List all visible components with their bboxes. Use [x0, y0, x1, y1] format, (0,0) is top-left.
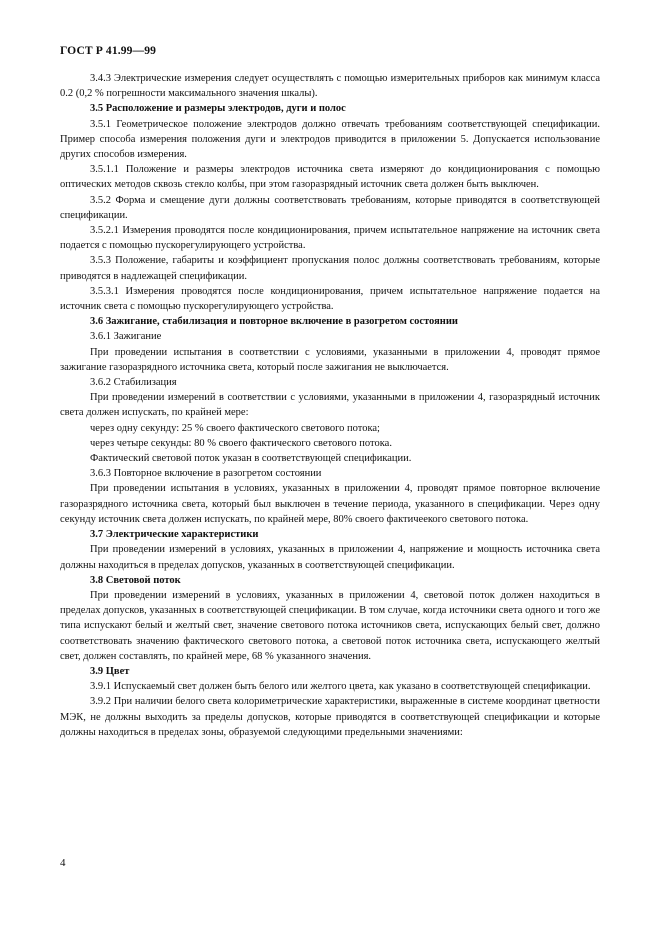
section-heading: 3.8 Световой поток — [90, 574, 181, 586]
paragraph: 3.5.1.1 Положение и размеры электродов источника света измеряют до кондиционирования с помощью оптических методов сквозь стекло колбы, при этом газоразрядный источник света должен быть выключен. — [60, 164, 600, 191]
section-heading: 3.6 Зажигание, стабилизация и повторное включение в разогретом состоянии — [90, 316, 458, 328]
paragraph: 3.6.1 Зажигание — [90, 331, 162, 343]
paragraph: 3.5.3.1 Измерения проводятся после кондиционирования, причем испытательное напряжение подается на источник света с помощью пускорегулирующего устройства. — [60, 285, 600, 313]
paragraph: 3.9.1 Испускаемый свет должен быть белого или желтого цвета, как указано в соответствующей спецификации. — [90, 681, 591, 693]
paragraph: 3.5.2 Форма и смещение дуги должны соответствовать требованиям, которые приводятся в соответствующей спецификации. — [60, 194, 600, 221]
paragraph: 3.5.2.1 Измерения проводятся после кондиционирования, причем испытательное напряжение на источник света подается с помощью пускорегулирующего устройства. — [60, 225, 600, 252]
paragraph: При проведении измерений в соответствии с условиями, указанными в приложении 4, газоразрядный источник света должен испускать, по крайней мере: — [60, 392, 600, 419]
paragraph: 3.5.1 Геометрическое положение электродов должно отвечать требованиям соответствующей спецификации. Пример способа измерения положения дуги и электродов приводится в приложении 5. Допускается использование других способов измерения. — [60, 118, 600, 161]
paragraph: 3.9.2 При наличии белого света колориметрические характеристики, выраженные в системе координат цветности МЭК, не должны выходить за пределы допусков, которые приводятся в соответствующей спецификации и которые должны находиться в пределах зоны, образуемой следующими предельными значениями: — [60, 696, 600, 738]
paragraph: через четыре секунды: 80 % своего фактического светового потока. — [90, 437, 392, 449]
paragraph: 3.4.3 Электрические измерения следует осуществлять с помощью измерительных приборов как минимум класса 0.2 (0,2 % погрешности максимального значения шкалы). — [60, 73, 600, 100]
section-heading: 3.9 Цвет — [90, 665, 130, 677]
paragraph: 3.6.2 Стабилизация — [90, 377, 177, 389]
document-code-header: ГОСТ Р 41.99—99 — [60, 44, 157, 57]
paragraph: При проведении измерений в условиях, указанных в приложении 4, напряжение и мощность источника света должны находиться в пределах допусков, указанных в соответствующей спецификации. — [60, 544, 600, 571]
paragraph: 3.6.3 Повторное включение в разогретом состоянии — [90, 468, 322, 480]
paragraph: При проведении измерений в условиях, указанных в приложении 4, световой поток должен находиться в пределах допусков, указанных в соответствующей спецификации. В том случае, когда источники света одного и того же типа испускают белый и желтый свет, значение светового потока источников света, испускающих белый свет, должно соответствовать значению фактического светового потока, а световой поток источника света, испускающего желтый свет, должен составлять, по крайней мере, 68 % указанного значения. — [60, 589, 600, 662]
paragraph: При проведении испытания в условиях, указанных в приложении 4, проводят прямое повторное включение газоразрядного источника света, который был выключен в течение периода, указанного в спецификации. Через одну секунду источник света должен испускать, по крайней мере, 80% своего фактичеекого светового потока. — [60, 483, 600, 525]
paragraph: Фактический световой поток указан в соответствующей спецификации. — [90, 453, 412, 465]
paragraph: 3.5.3 Положение, габариты и коэффициент пропускания полос должны соответствовать требованиям, которые приводятся в надлежащей спецификации. — [60, 255, 600, 282]
page-number: 4 — [60, 857, 66, 869]
document-body — [60, 71, 600, 740]
section-heading: 3.5 Расположение и размеры электродов, дуги и полос — [90, 103, 346, 115]
paragraph: через одну секунду: 25 % своего фактического светового потока; — [90, 422, 380, 434]
paragraph: При проведении испытания в соответствии с условиями, указанными в приложении 4, проводят прямое зажигание газоразрядного источника света, который после зажигания не выключается. — [60, 346, 600, 373]
section-heading: 3.7 Электрические характеристики — [90, 529, 259, 541]
